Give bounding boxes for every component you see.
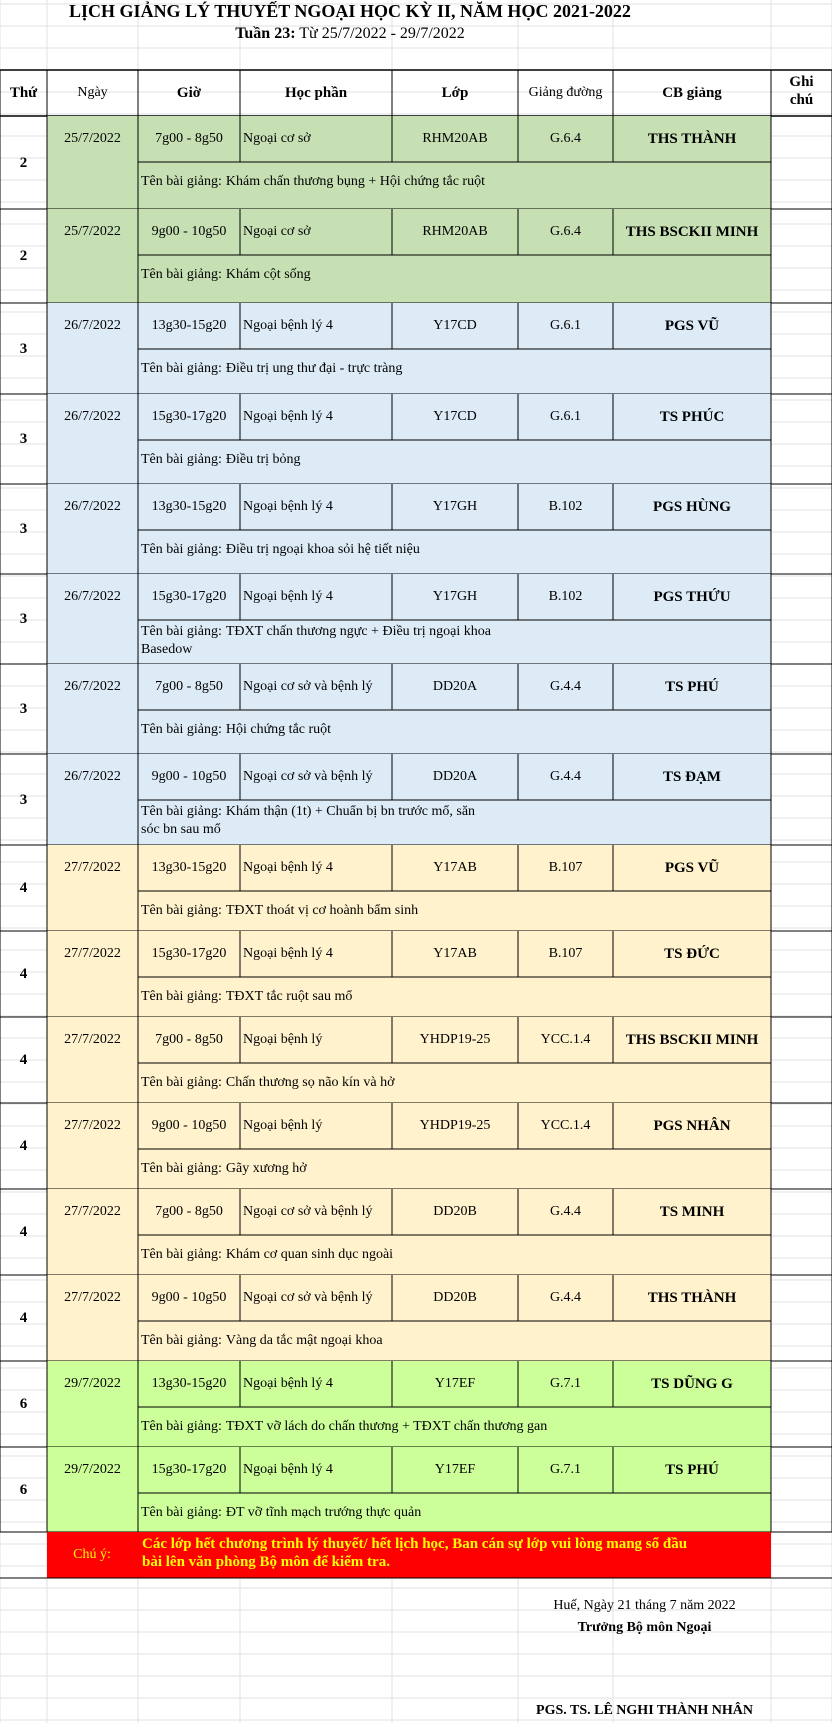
- row-ngay: 26/7/2022: [64, 318, 121, 333]
- note-text: Các lớp hết chương trình lý thuyết/ hết lịch học, Ban cán sự lớp vui lòng mang sổ đầu: [142, 1536, 688, 1552]
- row-thu: 3: [19, 701, 28, 717]
- row-giang-duong: G.4.4: [549, 1290, 582, 1305]
- row-lop: Y17AB: [433, 946, 477, 961]
- row-cb-giang: TS ĐỨC: [664, 946, 720, 962]
- row-thu: 3: [19, 791, 28, 808]
- row-gio: 13g30-15g20: [151, 499, 227, 514]
- row-lop: YHDP19-25: [419, 1032, 491, 1047]
- footer-date: Huế, Ngày 21 tháng 7 năm 2022: [553, 1598, 736, 1613]
- row-fill: [47, 664, 771, 754]
- row-cb-giang: PGS NHÂN: [653, 1118, 731, 1134]
- row-fill: [47, 394, 771, 484]
- row-gio: 7g00 - 8g50: [155, 1032, 223, 1047]
- row-ngay: 26/7/2022: [64, 409, 121, 424]
- row-cb-giang: PGS THỨU: [653, 589, 731, 605]
- row-hoc-phan: Ngoại bệnh lý 4: [243, 318, 333, 333]
- row-giang-duong: G.4.4: [549, 1204, 582, 1219]
- row-thu: 3: [19, 611, 28, 627]
- row-cb-giang: TS MINH: [659, 1204, 725, 1220]
- row-hoc-phan: Ngoại cơ sở và bệnh lý: [243, 1204, 373, 1219]
- row-giang-duong: G.4.4: [549, 769, 582, 784]
- row-hoc-phan: Ngoại cơ sở và bệnh lý: [243, 1290, 373, 1305]
- row-thu: 4: [19, 1224, 28, 1240]
- row-giang-duong: G.6.1: [549, 409, 582, 424]
- row-lecture-prefix: Tên bài giảng:: [141, 1247, 222, 1262]
- row-cb-giang: PGS HÙNG: [653, 499, 731, 515]
- page-title: LỊCH GIẢNG LÝ THUYẾT NGOẠI HỌC KỲ II, NĂM HỌC 2021-2022: [69, 1, 631, 21]
- row-cb-giang: THS BSCKII MINH: [625, 1032, 759, 1048]
- row-lecture-title: TĐXT vỡ lách do chấn thương + TĐXT chấn thương gan: [225, 1419, 548, 1434]
- week-line: [0, 26, 700, 42]
- row-cb-giang: TS ĐẠM: [663, 769, 721, 785]
- row-giang-duong: B.102: [548, 589, 583, 604]
- row-hoc-phan: Ngoại bệnh lý 4: [243, 1376, 333, 1391]
- row-giang-duong: G.7.1: [549, 1376, 582, 1391]
- row-lecture-title: TĐXT tắc ruột sau mổ: [225, 989, 353, 1004]
- row-ngay: 26/7/2022: [64, 679, 121, 694]
- row-cb-giang: TS PHÚC: [659, 409, 725, 425]
- row-giang-duong: B.107: [548, 946, 583, 961]
- row-hoc-phan: Ngoại cơ sở và bệnh lý: [243, 769, 373, 784]
- row-lecture-prefix: Tên bài giảng:: [141, 452, 222, 467]
- row-lop: DD20A: [432, 769, 478, 784]
- row-cb-giang: PGS VŨ: [664, 318, 720, 334]
- row-lecture-title: Điều trị ung thư đại - trực tràng: [225, 361, 403, 376]
- row-lecture-prefix: Tên bài giảng:: [141, 1333, 222, 1348]
- row-lop: Y17CD: [433, 318, 477, 333]
- row-thu: 4: [19, 1310, 28, 1326]
- header-ghi-chu: Ghi: [789, 74, 814, 90]
- row-lecture-title: Khám chấn thương bụng + Hội chứng tắc ruột: [225, 174, 485, 189]
- row-lop: Y17EF: [434, 1462, 476, 1477]
- week-range: Từ 25/7/2022 - 29/7/2022: [295, 25, 465, 42]
- row-thu: 4: [19, 1138, 28, 1154]
- row-gio: 7g00 - 8g50: [155, 1204, 223, 1219]
- row-thu: 3: [19, 521, 28, 537]
- row-hoc-phan: Ngoại bệnh lý 4: [243, 499, 333, 514]
- row-hoc-phan: Ngoại bệnh lý 4: [243, 946, 333, 961]
- row-ngay: 25/7/2022: [64, 224, 121, 239]
- row-cb-giang: THS BSCKII MINH: [625, 224, 759, 240]
- row-giang-duong: G.7.1: [549, 1462, 582, 1477]
- header-hoc-phan: Học phần: [284, 85, 348, 101]
- row-lecture-prefix: Tên bài giảng:: [141, 1161, 222, 1176]
- row-lop: Y17CD: [433, 409, 477, 424]
- row-lecture-title: sóc bn sau mổ: [141, 822, 221, 837]
- row-lop: YHDP19-25: [419, 1118, 491, 1133]
- row-lecture-title: Basedow: [141, 642, 193, 657]
- row-gio: 13g30-15g20: [151, 318, 227, 333]
- row-giang-duong: YCC.1.4: [540, 1032, 591, 1047]
- row-lecture-title: Chấn thương sọ não kín và hở: [225, 1075, 395, 1090]
- row-gio: 15g30-17g20: [151, 1462, 227, 1477]
- row-lecture-prefix: Tên bài giảng:: [141, 267, 222, 282]
- header-giang-duong: Giảng đường: [528, 85, 603, 100]
- row-gio: 15g30-17g20: [151, 946, 227, 961]
- row-lecture-prefix: Tên bài giảng:: [141, 174, 222, 189]
- row-cb-giang: THS THÀNH: [647, 131, 737, 147]
- row-hoc-phan: Ngoại bệnh lý 4: [243, 409, 333, 424]
- row-giang-duong: G.6.4: [549, 224, 582, 239]
- row-cb-giang: TS PHÚ: [665, 679, 719, 695]
- row-hoc-phan: Ngoại bệnh lý: [243, 1032, 323, 1047]
- footer-signature-name: PGS. TS. LÊ NGHI THÀNH NHÂN: [536, 1703, 753, 1718]
- row-ngay: 29/7/2022: [64, 1376, 121, 1391]
- row-ngay: 26/7/2022: [64, 769, 121, 784]
- row-gio: 13g30-15g20: [151, 860, 227, 875]
- note-label: Chú ý:: [73, 1547, 111, 1562]
- row-lop: DD20B: [433, 1204, 477, 1219]
- row-cb-giang: TS DŨNG G: [651, 1376, 733, 1392]
- header-ngay: Ngày: [77, 85, 108, 100]
- row-giang-duong: G.6.1: [549, 318, 582, 333]
- row-lecture-title: Khám thận (1t) + Chuẩn bị bn trước mổ, săn: [225, 804, 476, 819]
- row-hoc-phan: Ngoại cơ sở: [243, 131, 311, 146]
- week-label: Tuần 23:: [235, 25, 296, 42]
- row-thu: 2: [19, 154, 28, 171]
- row-lop: Y17GH: [432, 499, 478, 514]
- header-cb-giang: CB giảng: [662, 85, 722, 101]
- row-lecture-title: Hội chứng tắc ruột: [225, 722, 332, 737]
- row-cb-giang: PGS VŨ: [664, 860, 720, 876]
- row-ngay: 27/7/2022: [64, 1032, 121, 1047]
- row-lecture-prefix: Tên bài giảng:: [141, 989, 222, 1004]
- row-lecture-prefix: Tên bài giảng:: [141, 1419, 222, 1434]
- row-gio: 7g00 - 8g50: [155, 679, 223, 694]
- row-thu: 3: [19, 340, 28, 357]
- row-lecture-title: TĐXT chấn thương ngực + Điều trị ngoại khoa: [225, 624, 491, 639]
- footer-position: Trưởng Bộ môn Ngoại: [577, 1620, 712, 1635]
- row-lecture-prefix: Tên bài giảng:: [141, 1505, 222, 1520]
- row-lop: DD20A: [432, 679, 478, 694]
- row-thu: 4: [19, 1052, 28, 1068]
- row-thu: 3: [19, 431, 28, 447]
- row-lecture-title: TĐXT thoát vị cơ hoành bẩm sinh: [225, 903, 419, 918]
- row-lop: RHM20AB: [422, 224, 488, 239]
- row-lecture-title: Khám cơ quan sinh dục ngoài: [225, 1247, 394, 1262]
- row-cb-giang: TS PHÚ: [665, 1462, 719, 1478]
- row-lecture-prefix: Tên bài giảng:: [141, 624, 222, 639]
- row-hoc-phan: Ngoại cơ sở và bệnh lý: [243, 679, 373, 694]
- row-hoc-phan: Ngoại bệnh lý 4: [243, 589, 333, 604]
- row-lecture-prefix: Tên bài giảng:: [141, 542, 222, 557]
- row-lecture-title: Điều trị bỏng: [225, 452, 301, 467]
- row-cb-giang: THS THÀNH: [647, 1290, 737, 1306]
- row-giang-duong: G.4.4: [549, 679, 582, 694]
- row-lop: Y17AB: [433, 860, 477, 875]
- note-text: bài lên văn phòng Bộ môn để kiểm tra.: [142, 1554, 390, 1570]
- row-thu: 6: [19, 1396, 28, 1412]
- row-giang-duong: G.6.4: [549, 131, 582, 146]
- row-gio: 7g00 - 8g50: [155, 131, 223, 146]
- row-hoc-phan: Ngoại bệnh lý: [243, 1118, 323, 1133]
- row-lecture-prefix: Tên bài giảng:: [141, 1075, 222, 1090]
- header-gio: Giờ: [176, 85, 202, 101]
- row-lop: RHM20AB: [422, 131, 488, 146]
- header-ghi-chu-2: chú: [789, 92, 814, 108]
- row-giang-duong: YCC.1.4: [540, 1118, 591, 1133]
- row-gio: 13g30-15g20: [151, 1376, 227, 1391]
- row-lecture-title: ĐT vỡ tĩnh mạch trướng thực quản: [225, 1505, 422, 1520]
- row-hoc-phan: Ngoại bệnh lý 4: [243, 860, 333, 875]
- row-lecture-prefix: Tên bài giảng:: [141, 903, 222, 918]
- row-lecture-prefix: Tên bài giảng:: [141, 722, 222, 737]
- row-gio: 9g00 - 10g50: [151, 224, 227, 239]
- row-ngay: 25/7/2022: [64, 131, 121, 146]
- row-lop: Y17GH: [432, 589, 478, 604]
- row-lecture-title: Gãy xương hở: [225, 1161, 307, 1176]
- row-gio: 9g00 - 10g50: [151, 1118, 227, 1133]
- header-thu: Thứ: [9, 85, 38, 101]
- row-ngay: 27/7/2022: [64, 1290, 121, 1305]
- row-lecture-title: Khám cột sống: [225, 267, 311, 282]
- row-thu: 6: [19, 1481, 28, 1498]
- row-gio: 9g00 - 10g50: [151, 769, 227, 784]
- row-lecture-title: Vàng da tắc mật ngoại khoa: [225, 1333, 383, 1348]
- row-ngay: 27/7/2022: [64, 1118, 121, 1133]
- row-lecture-prefix: Tên bài giảng:: [141, 804, 222, 819]
- row-thu: 4: [19, 966, 28, 982]
- row-gio: 15g30-17g20: [151, 409, 227, 424]
- row-thu: 4: [19, 880, 28, 896]
- row-giang-duong: B.107: [548, 860, 583, 875]
- row-giang-duong: B.102: [548, 499, 583, 514]
- row-ngay: 26/7/2022: [64, 589, 121, 604]
- header-lop: Lớp: [441, 85, 469, 101]
- row-ngay: 27/7/2022: [64, 1204, 121, 1219]
- row-ngay: 27/7/2022: [64, 860, 121, 875]
- row-gio: 15g30-17g20: [151, 589, 227, 604]
- row-lop: DD20B: [433, 1290, 477, 1305]
- row-hoc-phan: Ngoại cơ sở: [243, 224, 311, 239]
- row-hoc-phan: Ngoại bệnh lý 4: [243, 1462, 333, 1477]
- row-ngay: 26/7/2022: [64, 499, 121, 514]
- row-fill: [47, 484, 771, 574]
- row-thu: 2: [19, 248, 28, 264]
- row-lecture-title: Điều trị ngoại khoa sỏi hệ tiết niệu: [225, 542, 420, 557]
- row-ngay: 29/7/2022: [64, 1462, 121, 1477]
- row-lop: Y17EF: [434, 1376, 476, 1391]
- row-lecture-prefix: Tên bài giảng:: [141, 361, 222, 376]
- row-gio: 9g00 - 10g50: [151, 1290, 227, 1305]
- row-ngay: 27/7/2022: [64, 946, 121, 961]
